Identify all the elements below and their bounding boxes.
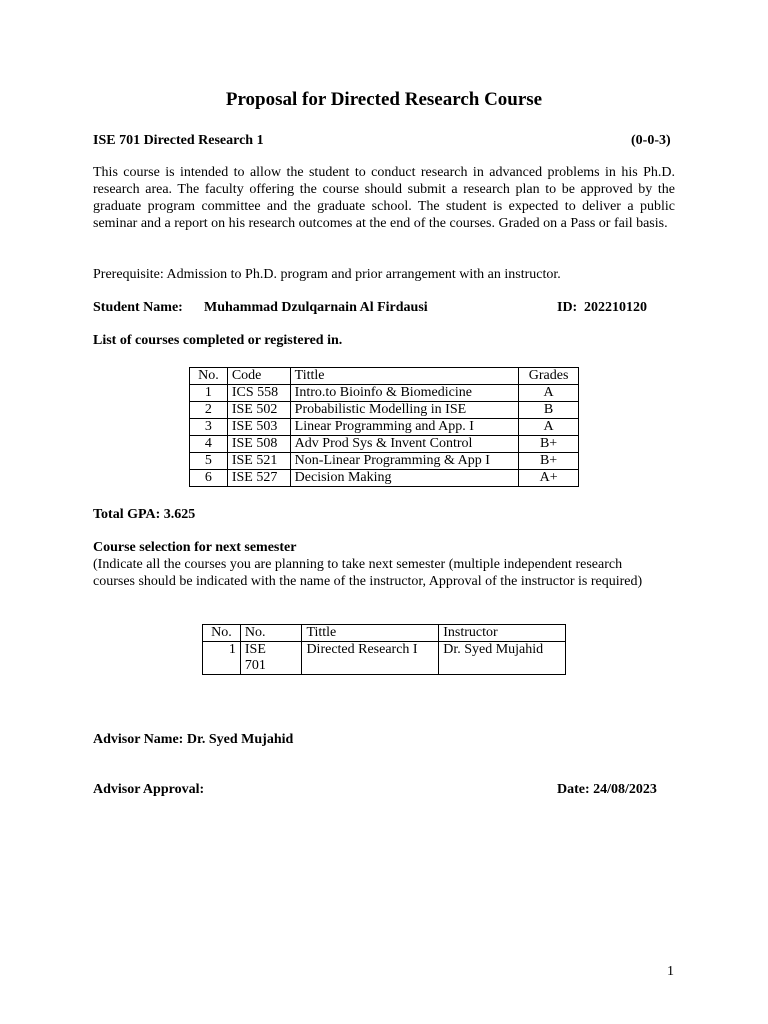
table-header-row: [190, 368, 579, 385]
course-instructor: Dr. Syed Mujahid: [439, 642, 566, 675]
course-grade: A+: [519, 470, 579, 487]
header-cell: Tittle: [290, 368, 519, 385]
header-cell: Instructor: [439, 625, 566, 642]
row-number: 6: [190, 470, 228, 487]
course-grade: A: [519, 419, 579, 436]
student-name: Muhammad Dzulqarnain Al Firdausi: [204, 300, 428, 315]
table-row: [190, 453, 579, 470]
completed-courses-table: [189, 367, 579, 487]
table-row: [190, 436, 579, 453]
header-cell: Tittle: [302, 625, 439, 642]
table-row: [190, 402, 579, 419]
course-title: Intro.to Bioinfo & Biomedicine: [290, 385, 519, 402]
advisor-name: Advisor Name: Dr. Syed Mujahid: [93, 732, 294, 747]
course-grade: B: [519, 402, 579, 419]
header-cell: No.: [240, 625, 302, 642]
row-number: 4: [190, 436, 228, 453]
header-cell: Code: [227, 368, 290, 385]
table-header-row: [203, 625, 566, 642]
approval-date: Date: 24/08/2023: [557, 782, 657, 797]
course-code: ISE 527: [227, 470, 290, 487]
student-id: 202210120: [584, 300, 647, 315]
row-number: 5: [190, 453, 228, 470]
course-title: Linear Programming and App. I: [290, 419, 519, 436]
course-code: [240, 642, 302, 675]
row-number: 3: [190, 419, 228, 436]
total-gpa: Total GPA: 3.625: [93, 507, 196, 522]
header-cell: Grades: [519, 368, 579, 385]
course-description: This course is intended to allow the student to conduct research in advanced problems in his Ph.D. research area. The faculty offering the course should submit a research plan to be approved by the graduate program committee and the graduate school. The student is expected to deliver a public seminar and a report on his research outcomes at the end of the courses. Graded on a Pass or fail basis.: [93, 165, 675, 231]
table-row: [190, 385, 579, 402]
course-grade: B+: [519, 453, 579, 470]
course-title: Probabilistic Modelling in ISE: [290, 402, 519, 419]
course-title: Directed Research I: [302, 642, 439, 675]
row-number: 1: [190, 385, 228, 402]
next-semester-table: [202, 624, 566, 675]
next-semester-note: (Indicate all the courses you are planning to take next semester (multiple independent research courses should be indicated with the name of the instructor, Approval of the instructor is required): [93, 557, 643, 589]
advisor-approval-label: Advisor Approval:: [93, 782, 205, 797]
page-number: 1: [667, 964, 674, 979]
next-semester-heading: Course selection for next semester: [93, 540, 297, 555]
document-title: Proposal for Directed Research Course: [225, 89, 543, 110]
course-code: ISE 503: [227, 419, 290, 436]
course-name: ISE 701 Directed Research 1: [93, 133, 264, 148]
course-code-number: 701: [244, 658, 266, 673]
course-title: Adv Prod Sys & Invent Control: [290, 436, 519, 453]
student-id-label: ID:: [557, 300, 578, 315]
course-grade: B+: [519, 436, 579, 453]
course-code-prefix: ISE: [244, 642, 266, 657]
course-code: ICS 558: [227, 385, 290, 402]
table-row: [203, 642, 566, 675]
course-title: Decision Making: [290, 470, 519, 487]
header-cell: No.: [190, 368, 228, 385]
table-row: [190, 419, 579, 436]
table-row: [190, 470, 579, 487]
row-number: 1: [203, 642, 241, 675]
course-code: ISE 502: [227, 402, 290, 419]
header-cell: No.: [203, 625, 241, 642]
course-title: Non-Linear Programming & App I: [290, 453, 519, 470]
course-code: ISE 521: [227, 453, 290, 470]
row-number: 2: [190, 402, 228, 419]
course-code: ISE 508: [227, 436, 290, 453]
course-credits: (0-0-3): [631, 133, 671, 148]
prerequisite-text: Prerequisite: Admission to Ph.D. program and prior arrangement with an instructor.: [93, 267, 561, 282]
completed-courses-heading: List of courses completed or registered in.: [93, 333, 343, 348]
student-name-label: Student Name:: [93, 300, 183, 315]
course-grade: A: [519, 385, 579, 402]
